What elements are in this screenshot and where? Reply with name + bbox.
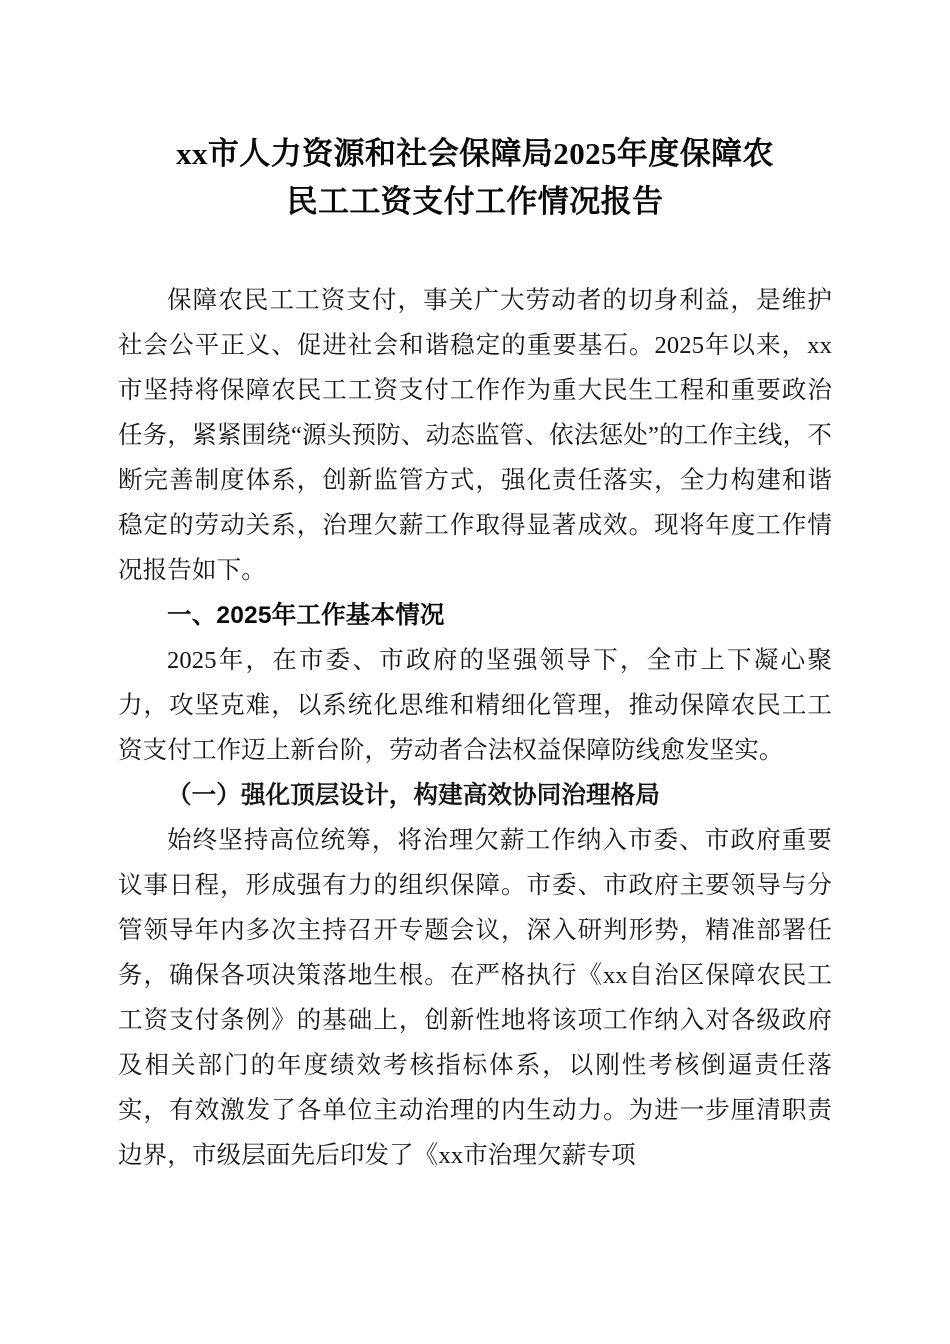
body-paragraph-top-design: 始终坚持高位统筹，将治理欠薪工作纳入市委、市政府重要议事日程，形成强有力的组织保障。市委、市政府主要领导与分管领导年内多次主持召开专题会议，深入研判形势，精准部署任务，确保各项决策落地生根。在严格执行《xx自治区保障农民工工资支付条例》的基础上，创新性地将该项工作纳入对各级政府及相关部门的年度绩效考核指标体系，以刚性考核倒逼责任落实，有效激发了各单位主动治理的内生动力。为进一步厘清职责边界，市级层面先后印发了《xx市治理欠薪专项 [118,827,832,1169]
page-title-line-2: 民工工资支付工作情况报告 [286,184,664,219]
document-content [118,130,832,1178]
page-title-line-1: xx市人力资源和社会保障局2025年度保障农 [176,136,774,171]
page-title [118,130,832,226]
body-paragraph-intro: 保障农民工工资支付，事关广大劳动者的切身利益，是维护社会公平正义、促进社会和谐稳定的重要基石。2025年以来，xx市坚持将保障农民工工资支付工作作为重大民生工程和重要政治任务，紧紧围绕“源头预防、动态监管、依法惩处”的工作主线，不断完善制度体系，创新监管方式，强化责任落实，全力构建和谐稳定的劳动关系，治理欠薪工作取得显著成效。现将年度工作情况报告如下。 [118,287,832,584]
title-spacer [118,226,832,278]
subsection-heading-1: （一）强化顶层设计，构建高效协同治理格局 [167,782,660,809]
section-heading-1: 一、2025年工作基本情况 [167,602,445,629]
body-paragraph-overview: 2025年，在市委、市政府的坚强领导下，全市上下凝心聚力，攻坚克难，以系统化思维和精细化管理，推动保障农民工工资支付工作迈上新台阶，劳动者合法权益保障防线愈发坚实。 [118,647,832,764]
